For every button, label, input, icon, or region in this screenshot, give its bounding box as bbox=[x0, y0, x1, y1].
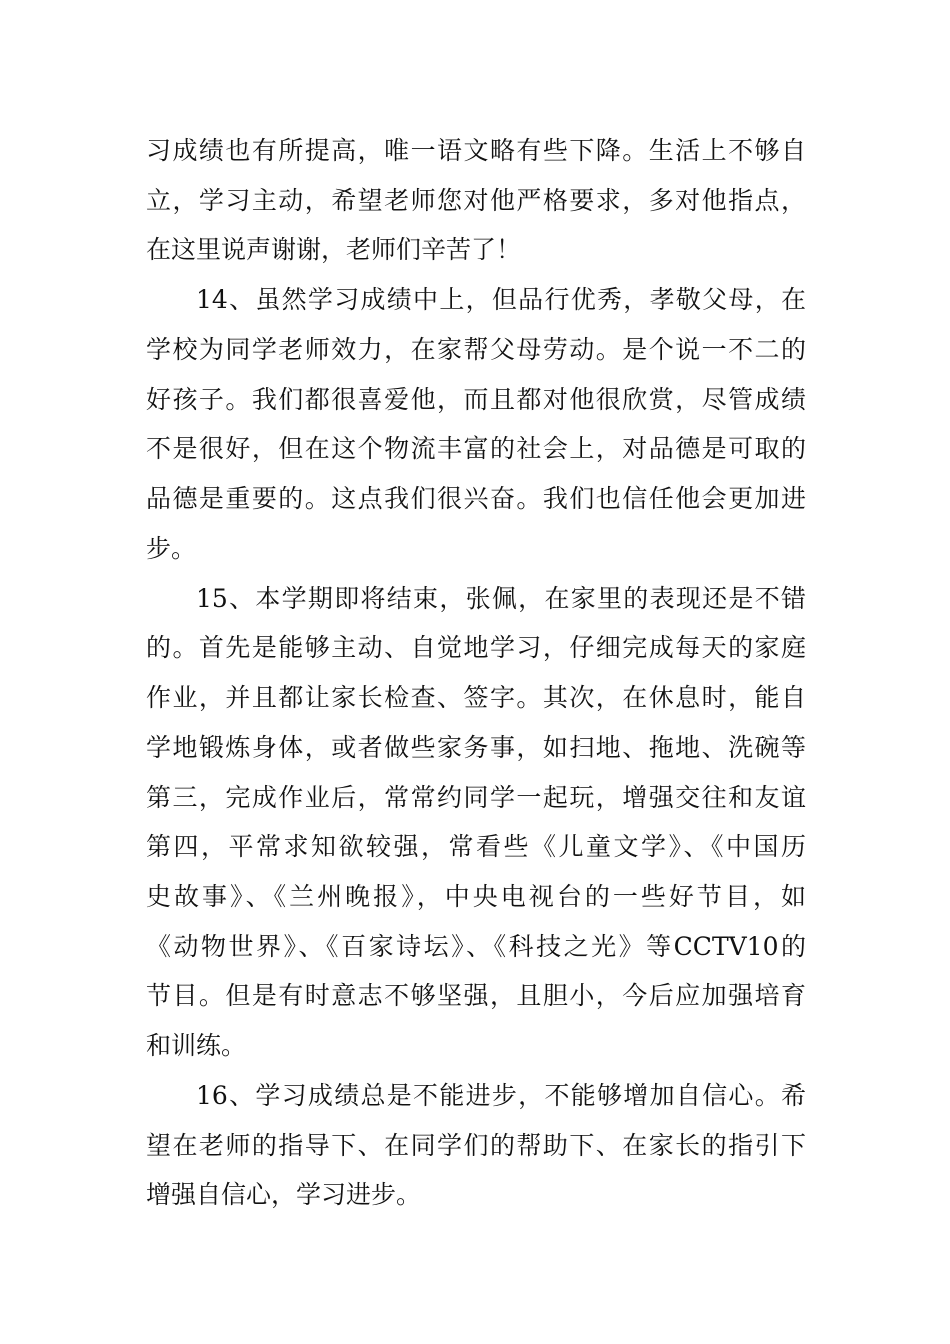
text-line: 步。 bbox=[146, 534, 197, 563]
text-line: 16、学习成绩总是不能进步，不能够增加自信心。希 bbox=[196, 1081, 806, 1110]
text-line: 习成绩也有所提高，唯一语文略有些下降。生活上不够自 bbox=[146, 136, 806, 165]
text-line: 增强自信心，学习进步。 bbox=[146, 1180, 422, 1209]
text-line: 在这里说声谢谢，老师们辛苦了！ bbox=[146, 235, 522, 264]
text-line: 节目。但是有时意志不够坚强，且胆小，今后应加强培育 bbox=[146, 981, 806, 1010]
text-line: 作业，并且都让家长检查、签字。其次，在休息时，能自 bbox=[146, 683, 806, 712]
text-line: 第三，完成作业后，常常约同学一起玩，增强交往和友谊 bbox=[146, 783, 806, 812]
text-line: 第四，平常求知欲较强，常看些《儿童文学》、《中国历 bbox=[146, 832, 806, 861]
text-line: 不是很好，但在这个物流丰富的社会上，对品德是可取的 bbox=[146, 434, 806, 463]
text-line: 望在老师的指导下、在同学们的帮助下、在家长的指引下 bbox=[146, 1131, 806, 1160]
text-line: 《动物世界》、《百家诗坛》、《科技之光》等CCTV10的 bbox=[146, 932, 806, 961]
text-line: 14、虽然学习成绩中上，但品行优秀，孝敬父母，在 bbox=[196, 285, 806, 314]
text-line: 立，学习主动，希望老师您对他严格要求，多对他指点， bbox=[146, 186, 806, 215]
text-line: 15、本学期即将结束，张佩，在家里的表现还是不错 bbox=[196, 584, 806, 613]
text-line: 和训练。 bbox=[146, 1031, 247, 1060]
text-line: 品德是重要的。这点我们很兴奋。我们也信任他会更加进 bbox=[146, 484, 806, 513]
text-line: 好孩子。我们都很喜爱他，而且都对他很欣赏，尽管成绩 bbox=[146, 385, 806, 414]
text-line: 学校为同学老师效力，在家帮父母劳动。是个说一不二的 bbox=[146, 335, 806, 364]
text-line: 史故事》、《兰州晚报》，中央电视台的一些好节目，如 bbox=[146, 882, 806, 911]
text-line: 的。首先是能够主动、自觉地学习，仔细完成每天的家庭 bbox=[146, 633, 806, 662]
text-line: 学地锻炼身体，或者做些家务事，如扫地、拖地、洗碗等 bbox=[146, 733, 806, 762]
